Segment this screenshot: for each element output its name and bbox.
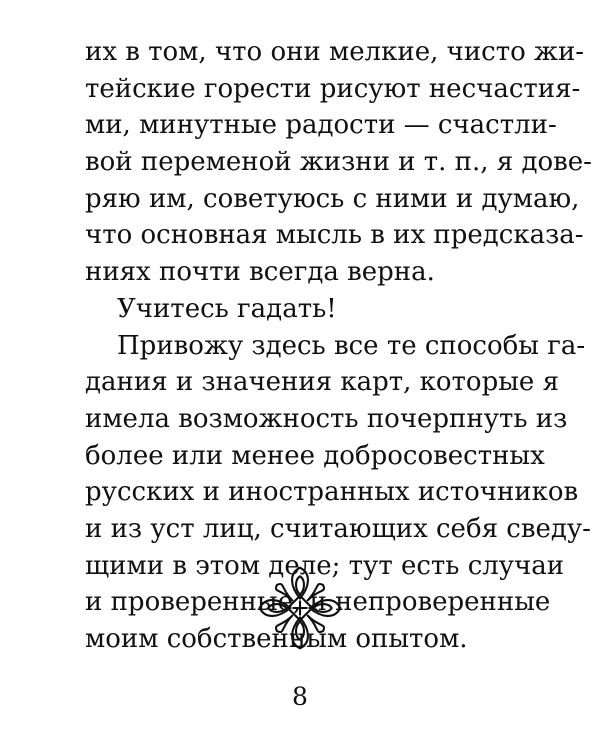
text-line: русских и иностранных источников: [85, 477, 579, 508]
page-number: 8: [292, 682, 308, 711]
text-line: и проверенные, и непроверенные: [85, 587, 551, 618]
text-line: вой переменой жизни и т. п., я дове-: [85, 147, 592, 178]
text-line: что основная мысль в их предсказа-: [85, 220, 584, 251]
text-line: моим собственным опытом.: [85, 624, 468, 654]
text-line: их в том, что они мелкие, чисто жи-: [85, 37, 585, 67]
text-line: Привожу здесь все те способы га-: [117, 330, 586, 361]
text-line: и из уст лиц, считающих себя сведу-: [85, 513, 591, 544]
text-line: ниях почти всегда верна.: [85, 257, 435, 288]
text-line: ми, минутные радости — счастли-: [85, 110, 557, 141]
text-line: дания и значения карт, которые я: [85, 367, 559, 398]
text-line: ряю им, советуюсь с ними и думаю,: [85, 183, 580, 214]
celtic-knot-ornament-icon: [252, 560, 348, 656]
text-line: тейские горести рисуют несчастия-: [85, 73, 581, 104]
text-line: более или менее добросовестных: [85, 440, 545, 471]
text-line: Учитесь гадать!: [117, 293, 337, 324]
text-line: щими в этом деле; тут есть случаи: [85, 550, 565, 581]
text-line: имела возможность почерпнуть из: [85, 403, 568, 434]
